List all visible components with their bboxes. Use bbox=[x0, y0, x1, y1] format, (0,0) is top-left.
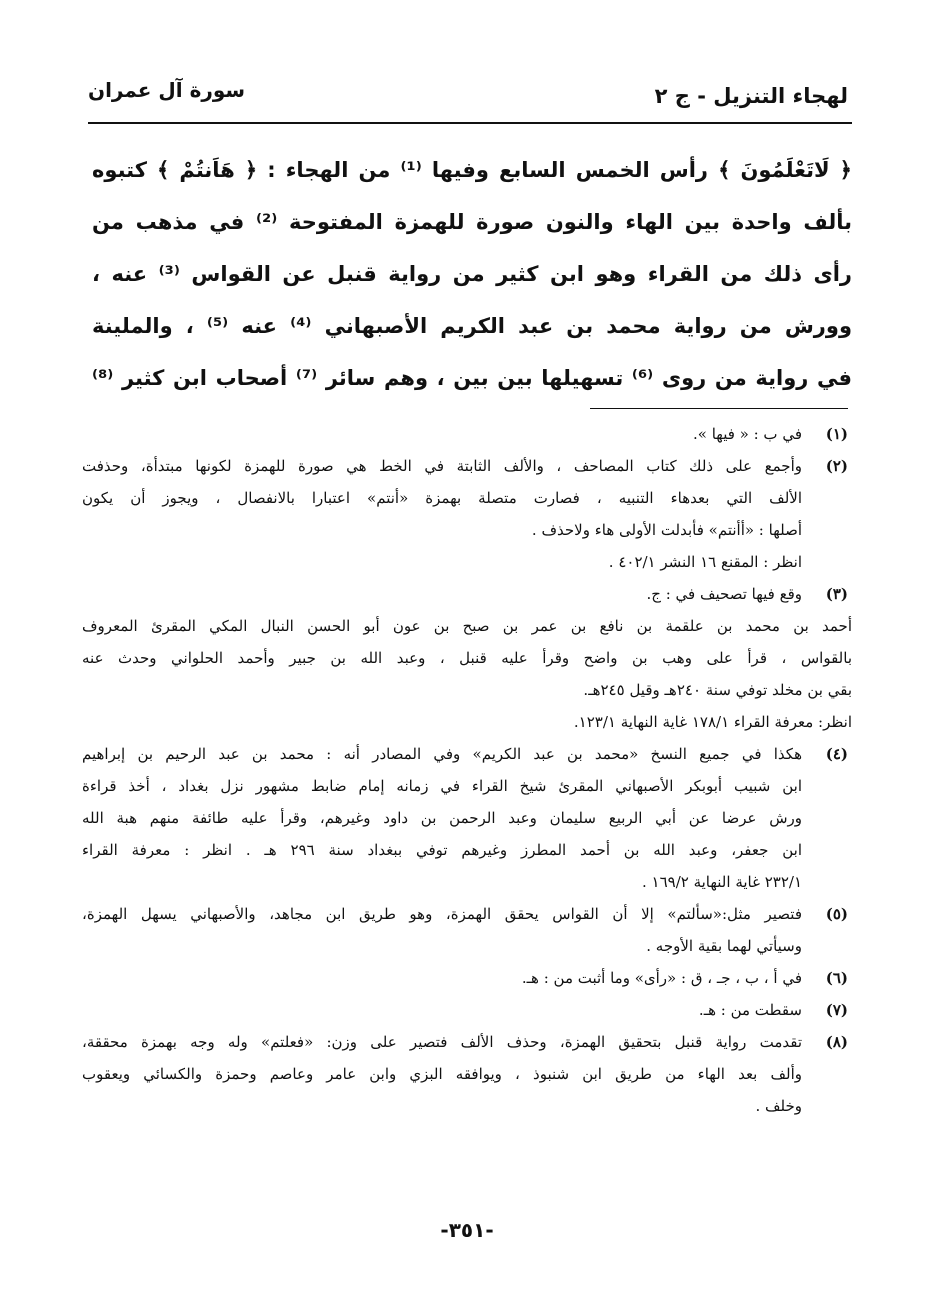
footnote-3 bbox=[82, 578, 852, 610]
footnote-line: وسيأتي لهما بقية الأوجه . bbox=[646, 937, 802, 955]
footnote-number: (٥) bbox=[825, 905, 848, 923]
footnote-line: تقدمت رواية قنبل بتحقيق الهمزة، وحذف الألف فتصير على وزن: «فعلتم» وله وجه بهمزة محققة، bbox=[82, 1033, 802, 1051]
footnote-number: (٨) bbox=[825, 1033, 848, 1051]
footnote-line: وخلف . bbox=[755, 1097, 802, 1115]
footnote-line: بالقواس ، قرأ على وهب بن واضح وقرأ عليه قنبل ، وعبد الله بن جبير وأحمد الحلواني وحدث عنه bbox=[82, 649, 852, 667]
footnote-1 bbox=[82, 418, 852, 450]
footnote-8 bbox=[82, 1026, 852, 1122]
footnote-6 bbox=[82, 962, 852, 994]
footnote-4 bbox=[82, 738, 852, 898]
footnotes bbox=[82, 418, 852, 1122]
footnote-line: وأجمع على ذلك كتاب المصاحف ، والألف الثابتة في الخط هي صورة للهمزة لكونها مبتدأة، وحذفت bbox=[82, 457, 802, 475]
footnote-line: أحمد بن محمد بن علقمة بن نافع بن عمر بن صبح بن عون أبو الحسن النبال المكي المقرئ المعروف bbox=[82, 617, 852, 635]
footnote-7 bbox=[82, 994, 852, 1026]
footnote-number: (٦) bbox=[825, 969, 848, 987]
footnote-3-body bbox=[82, 610, 852, 738]
footnote-line: وقع فيها تصحيف في : ج. bbox=[646, 585, 802, 603]
footnote-line: أصلها : «أأنتم» فأبدلت الأولى هاء ولاحذف . bbox=[531, 521, 802, 539]
footnote-line: هكذا في جميع النسخ «محمد بن عبد الكريم» وفي المصادر أنه : محمد بن عبد الرحيم بن إبراهيم bbox=[82, 745, 802, 763]
book-title-header: لهجاء التنزيل - ج ٢ bbox=[654, 84, 848, 108]
footnote-line: بقي بن مخلد توفي سنة ٢٤٠هـ وقيل ٢٤٥هـ. bbox=[583, 681, 852, 699]
surah-title-header: سورة آل عمران bbox=[88, 78, 246, 102]
footnote-separator bbox=[590, 408, 848, 409]
footnote-number: (١) bbox=[825, 425, 848, 443]
page-number: -٣٥١- bbox=[440, 1218, 494, 1242]
footnote-line: ٢٣٢/١ غاية النهاية ١٦٩/٢ . bbox=[641, 873, 802, 891]
footnote-line: سقطت من : هـ. bbox=[698, 1001, 802, 1019]
footnote-line: في ب : « فيها ». bbox=[693, 425, 802, 443]
main-text bbox=[92, 144, 852, 404]
footnote-line: انظر : المقنع ١٦ النشر ٤٠٢/١ . bbox=[608, 553, 802, 571]
footnote-line: فتصير مثل:«سألتم» إلا أن القواس يحقق الهمزة، وهو طريق ابن مجاهد، والأصبهاني يسهل الهمزة، bbox=[82, 905, 802, 923]
main-text-line: وورش من رواية محمد بن عبد الكريم الأصبهاني ⁽⁴⁾ عنه ⁽⁵⁾ ، والملينة bbox=[92, 314, 852, 338]
footnote-line: ورش عرضا عن أبي الربيع سليمان وعبد الرحمن بن داود وغيرهم، وقرأ عليه طائفة منهم هبة الله bbox=[82, 809, 802, 827]
footnote-line: في أ ، ب ، جـ ، ق : «رأى» وما أثبت من : هـ. bbox=[521, 969, 802, 987]
footnote-2 bbox=[82, 450, 852, 578]
footnote-number: (٢) bbox=[825, 457, 848, 475]
footnote-number: (٣) bbox=[825, 585, 848, 603]
footnote-line: وألف بعد الهاء من طريق ابن شنبوذ ، ويوافقه البزي وابن عامر وعاصم وحمزة والكسائي ويعقوب bbox=[82, 1065, 802, 1083]
footnote-5 bbox=[82, 898, 852, 962]
footnote-number: (٧) bbox=[825, 1001, 848, 1019]
running-header bbox=[88, 70, 852, 124]
main-text-line: في رواية من روى ⁽⁶⁾ تسهيلها بين بين ، وهم سائر ⁽⁷⁾ أصحاب ابن كثير ⁽⁸⁾ bbox=[92, 366, 853, 390]
footnote-line: ابن جعفر، وعبد الله بن أحمد المطرز وغيرهم توفي ببغداد سنة ٢٩٦ هـ . انظر : معرفة القراء bbox=[82, 841, 802, 859]
footnote-number: (٤) bbox=[825, 745, 848, 763]
main-text-line: ﴿ لَاتَعْلَمُونَ ﴾ رأس الخمس السابع وفيها ⁽¹⁾ من الهجاء : ﴿ هَاَنتُمْ ﴾ كتبوه bbox=[92, 158, 852, 182]
main-text-line: رأى ذلك من القراء وهو ابن كثير من رواية قنبل عن القواس ⁽³⁾ عنه ، bbox=[92, 262, 853, 286]
footnote-line: انظر: معرفة القراء ١٧٨/١ غاية النهاية ١٢٣/١. bbox=[573, 713, 852, 731]
main-text-line: بألف واحدة بين الهاء والنون صورة للهمزة المفتوحة ⁽²⁾ في مذهب من bbox=[92, 210, 853, 234]
footnote-line: ابن شبيب أبوبكر الأصبهاني المقرئ شيخ القراء في زمانه إمام ضابط مشهور نزل بغداد ، أخذ قراءة bbox=[82, 777, 802, 795]
footnote-line: الألف التي بعدهاء التنبيه ، فصارت متصلة بهمزة «أنتم» اعتبارا بالانفصال ، ويجوز أن يكون bbox=[82, 489, 802, 507]
